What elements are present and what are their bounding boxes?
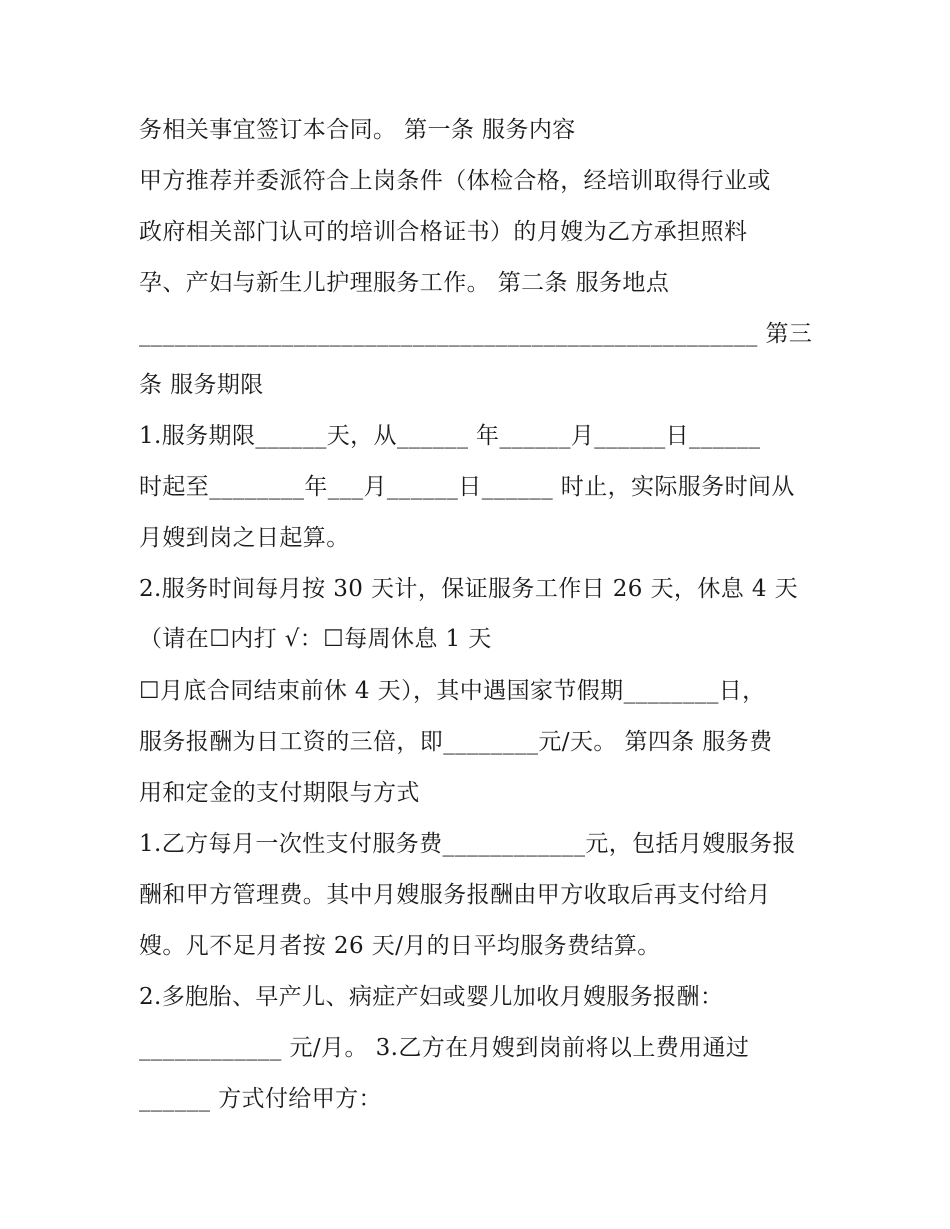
service-time-line: 2.服务时间每月按 30 天计，保证服务工作日 26 天，休息 4 天 xyxy=(139,576,798,602)
contract-text-line: 2.多胞胎、早产儿、病症产妇或婴儿加收月嫂服务报酬： xyxy=(139,984,724,1010)
checkbox-option-line: ☐月底合同结束前休 4 天），其中遇国家节假期________日， xyxy=(139,678,766,704)
contract-text-line: 甲方推荐并委派符合上岗条件（体检合格，经培训取得行业或 xyxy=(139,168,771,194)
service-period-line: 1.服务期限______天，从______ 年______月______日______ xyxy=(139,423,761,449)
payment-line: 1.乙方每月一次性支付服务费____________元，包括月嫂服务报 xyxy=(139,831,796,857)
service-location-blank-line: ____________________________________________________ 第三 xyxy=(139,321,813,347)
contract-text-line: 用和定金的支付期限与方式 xyxy=(139,780,420,806)
contract-text-line: 嫂。凡不足月者按 26 天/月的日平均服务费结算。 xyxy=(139,933,661,959)
contract-text-line: 酬和甲方管理费。其中月嫂服务报酬由甲方收取后再支付给月 xyxy=(139,882,771,908)
contract-text-line: 孕、产妇与新生儿护理服务工作。 第二条 服务地点 xyxy=(139,270,670,296)
contract-text-line: 务相关事宜签订本合同。 第一条 服务内容 xyxy=(139,117,576,143)
payment-line: ____________ 元/月。 3.乙方在月嫂到岗前将以上费用通过 xyxy=(139,1035,750,1061)
payment-method-line: ______ 方式付给甲方： xyxy=(139,1086,382,1112)
contract-text-line: 政府相关部门认可的培训合格证书）的月嫂为乙方承担照料 xyxy=(139,219,748,245)
service-period-line: 时起至________年___月______日______ 时止，实际服务时间从 xyxy=(139,474,795,500)
contract-text-line: 条 服务期限 xyxy=(139,372,264,398)
contract-text-line: 服务报酬为日工资的三倍，即________元/天。 第四条 服务费 xyxy=(139,729,773,755)
contract-text-line: 月嫂到岗之日起算。 xyxy=(139,525,350,551)
checkbox-option-line: （请在☐内打 √：☐每周休息 1 天 xyxy=(139,626,492,652)
